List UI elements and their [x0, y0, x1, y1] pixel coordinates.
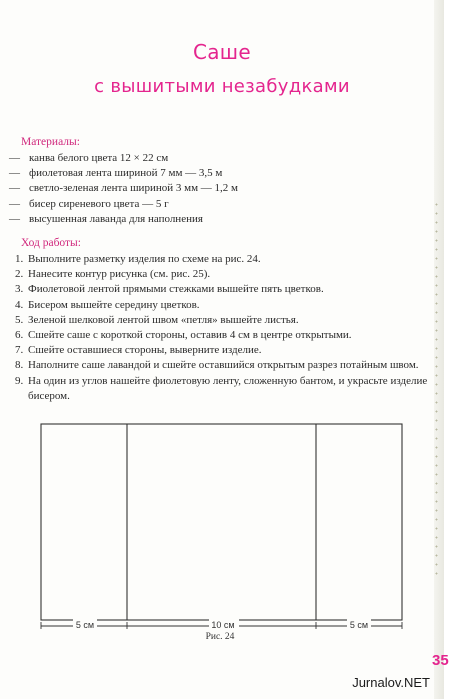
materials-heading: Материалы: [21, 136, 80, 148]
materials-item: — фиолетовая лента шириной 7 мм — 3,5 м [9, 167, 223, 180]
step-item: 8. Наполните саше лавандой и сшейте оставшийся открытым разрез потайным швом. [15, 359, 419, 372]
step-item: 1. Выполните разметку изделия по схеме на рис. 24. [15, 253, 261, 265]
materials-item: — бисер сиреневого цвета — 5 г [9, 197, 169, 210]
dimension-label-middle: 10 см [211, 620, 235, 630]
watermark: Jurnalov.NET [352, 675, 430, 690]
materials-item: — канва белого цвета 12 × 22 см [9, 152, 169, 164]
step-item: 2. Нанесите контур рисунка (см. рис. 25). [15, 268, 211, 281]
page-title: Саше [192, 40, 252, 64]
step-item: 4. Бисером вышейте середину цветков. [15, 298, 200, 311]
materials-item: — светло-зеленая лента шириной 3 мм — 1,2 м [9, 182, 238, 195]
dimension-label-left: 5 см [75, 620, 95, 630]
step-item: 7. Сшейте оставшиеся стороны, выверните изделие. [15, 344, 262, 357]
page-subtitle: с вышитыми незабудками [94, 76, 350, 97]
steps-heading: Ход работы: [21, 237, 81, 249]
step-item: 9. На один из углов нашейте фиолетовую ленту, сложенную бантом, и украсьте изделие бисером. [15, 374, 428, 402]
step-item: 3. Фиолетовой лентой прямыми стежками вышейте пять цветков. [15, 283, 324, 296]
figure-caption: Рис. 24 [205, 632, 235, 642]
sachet-outline [41, 424, 402, 620]
page-number: 35 [432, 652, 449, 669]
step-item: 5. Зеленой шелковой лентой швом «петля» вышейте листья. [15, 313, 299, 326]
step-item: 6. Сшейте саше с короткой стороны, оставив 4 см в центре открытыми. [15, 329, 352, 342]
dimension-label-right: 5 см [349, 620, 369, 630]
materials-item: — высушенная лаванда для наполнения [9, 212, 203, 225]
